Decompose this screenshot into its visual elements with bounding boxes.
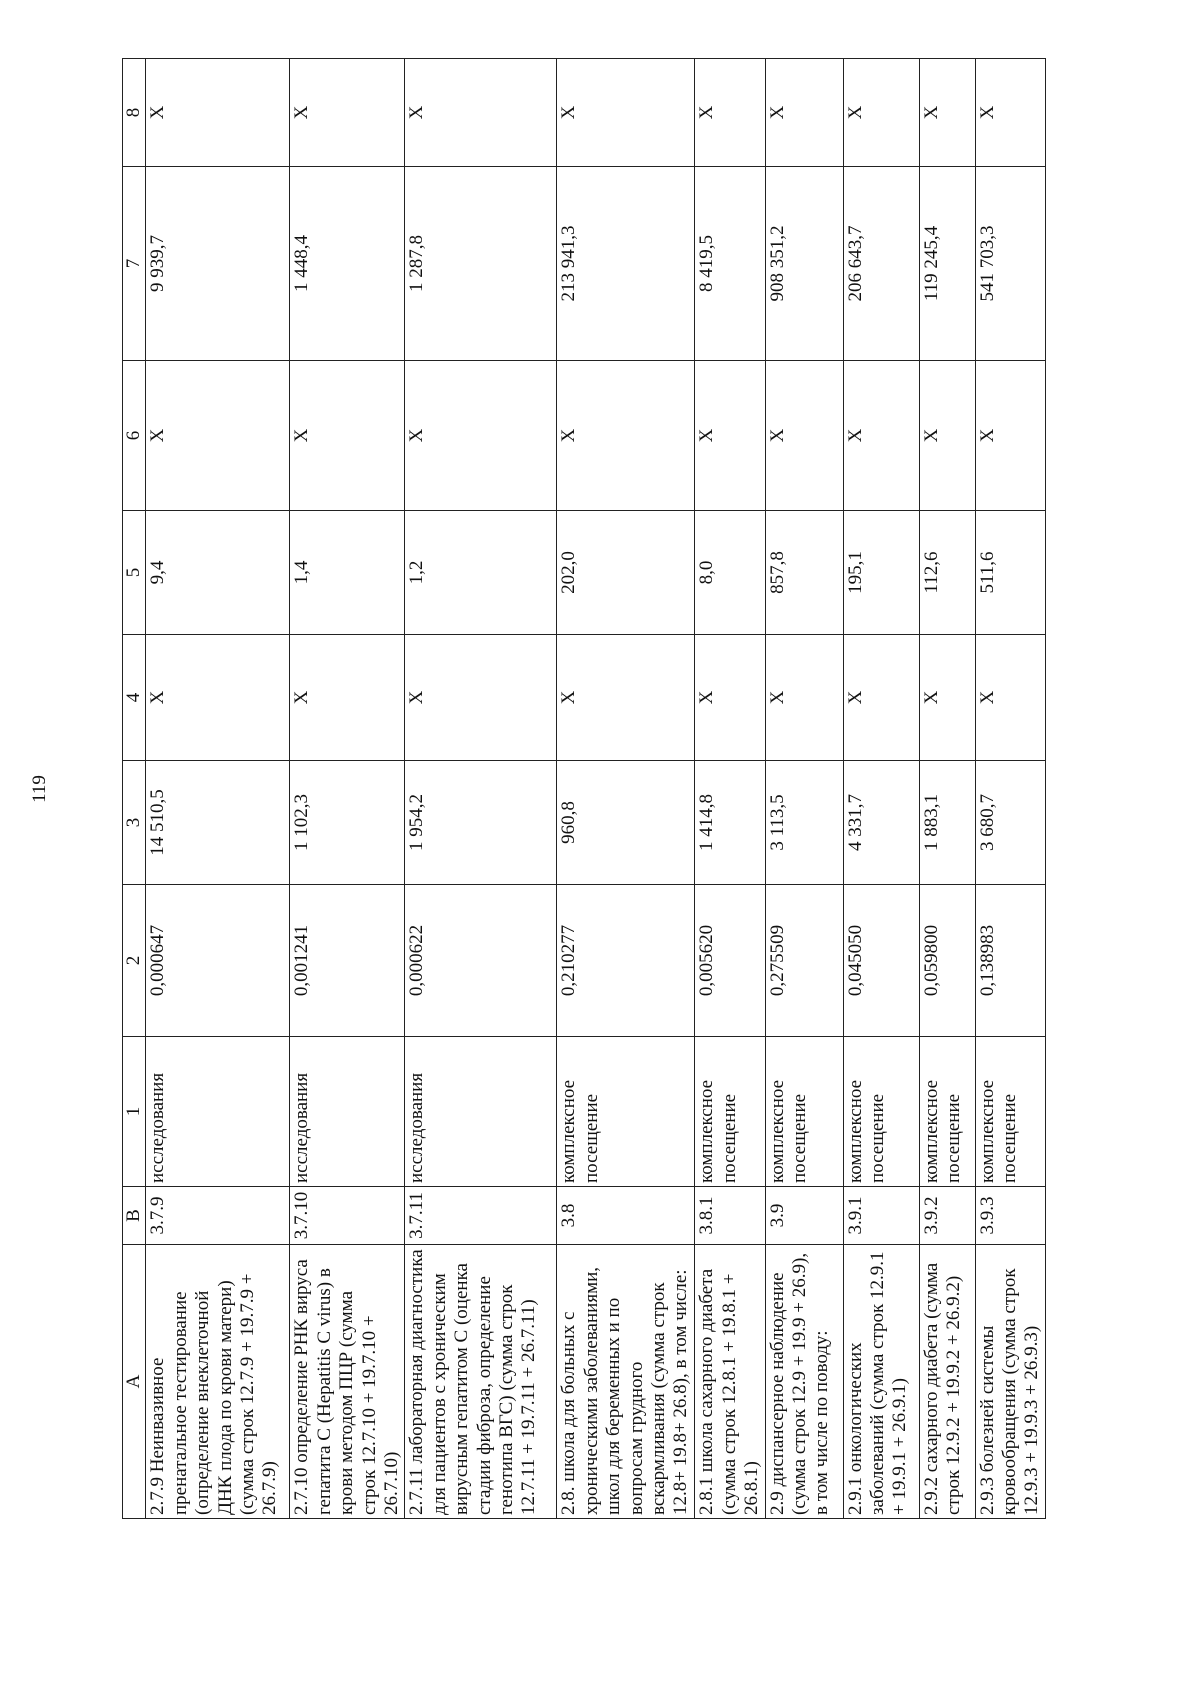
x-mark: X xyxy=(557,635,695,761)
table-row xyxy=(843,59,919,1519)
x-mark: X xyxy=(557,361,695,511)
rotated-table-container xyxy=(122,59,1043,1519)
x-mark: X xyxy=(765,59,843,167)
value-cell: 1 448,4 xyxy=(290,167,405,361)
x-mark: X xyxy=(975,361,1045,511)
value-cell: 14 510,5 xyxy=(146,761,290,885)
x-mark: X xyxy=(146,59,290,167)
x-mark: X xyxy=(405,635,557,761)
value-cell: 0,045050 xyxy=(843,885,919,1037)
x-mark: X xyxy=(405,59,557,167)
x-mark: X xyxy=(695,635,765,761)
table-row xyxy=(290,59,405,1519)
column-header: 7 xyxy=(123,167,146,361)
value-cell: 195,1 xyxy=(843,511,919,635)
value-cell: 0,059800 xyxy=(919,885,975,1037)
column-header: 1 xyxy=(123,1037,146,1187)
x-mark: X xyxy=(975,59,1045,167)
table-row xyxy=(405,59,557,1519)
table-row xyxy=(765,59,843,1519)
value-cell: 960,8 xyxy=(557,761,695,885)
x-mark: X xyxy=(405,361,557,511)
value-cell: 0,000647 xyxy=(146,885,290,1037)
row-code: 3.7.9 xyxy=(146,1187,290,1245)
row-code: 3.8.1 xyxy=(695,1187,765,1245)
unit-cell: комплексное посещение xyxy=(843,1037,919,1187)
value-cell: 0,000622 xyxy=(405,885,557,1037)
value-cell: 1,4 xyxy=(290,511,405,635)
unit-cell: исследования xyxy=(146,1037,290,1187)
value-cell: 908 351,2 xyxy=(765,167,843,361)
column-header: 4 xyxy=(123,635,146,761)
row-label: 2.8.1 школа сахарного диабета (сумма строк 12.8.1 + 19.8.1 + 26.8.1) xyxy=(695,1245,765,1519)
row-code: 3.9.2 xyxy=(919,1187,975,1245)
x-mark: X xyxy=(919,635,975,761)
x-mark: X xyxy=(843,59,919,167)
value-cell: 206 643,7 xyxy=(843,167,919,361)
value-cell: 112,6 xyxy=(919,511,975,635)
x-mark: X xyxy=(290,59,405,167)
unit-cell: комплексное посещение xyxy=(557,1037,695,1187)
value-cell: 202,0 xyxy=(557,511,695,635)
x-mark: X xyxy=(695,361,765,511)
x-mark: X xyxy=(843,635,919,761)
row-label: 2.7.10 определение РНК вируса гепатита С (Hepatitis C virus) в крови методом ПЦР (сумма строк 12.7.10 + 19.7.10 + 26.7.10) xyxy=(290,1245,405,1519)
value-cell: 3 113,5 xyxy=(765,761,843,885)
row-label: 2.9.2 сахарного диабета (сумма строк 12.9.2 + 19.9.2 + 26.9.2) xyxy=(919,1245,975,1519)
row-code: 3.9 xyxy=(765,1187,843,1245)
data-table xyxy=(122,58,1046,1519)
column-header: B xyxy=(123,1187,146,1245)
x-mark: X xyxy=(695,59,765,167)
unit-cell: исследования xyxy=(290,1037,405,1187)
x-mark: X xyxy=(146,635,290,761)
value-cell: 1 954,2 xyxy=(405,761,557,885)
x-mark: X xyxy=(557,59,695,167)
value-cell: 1,2 xyxy=(405,511,557,635)
column-header: 3 xyxy=(123,761,146,885)
row-code: 3.9.3 xyxy=(975,1187,1045,1245)
value-cell: 213 941,3 xyxy=(557,167,695,361)
column-header: 2 xyxy=(123,885,146,1037)
row-code: 3.8 xyxy=(557,1187,695,1245)
value-cell: 0,005620 xyxy=(695,885,765,1037)
value-cell: 541 703,3 xyxy=(975,167,1045,361)
value-cell: 1 287,8 xyxy=(405,167,557,361)
row-label: 2.9.1 онкологических заболеваний (сумма строк 12.9.1 + 19.9.1 + 26.9.1) xyxy=(843,1245,919,1519)
value-cell: 1 102,3 xyxy=(290,761,405,885)
value-cell: 857,8 xyxy=(765,511,843,635)
unit-cell: комплексное посещение xyxy=(919,1037,975,1187)
page-number: 119 xyxy=(29,775,50,803)
value-cell: 0,138983 xyxy=(975,885,1045,1037)
x-mark: X xyxy=(290,635,405,761)
x-mark: X xyxy=(290,361,405,511)
unit-cell: комплексное посещение xyxy=(975,1037,1045,1187)
column-header: 6 xyxy=(123,361,146,511)
column-header: A xyxy=(123,1245,146,1519)
table-row xyxy=(919,59,975,1519)
column-header: 8 xyxy=(123,59,146,167)
value-cell: 8,0 xyxy=(695,511,765,635)
row-code: 3.7.11 xyxy=(405,1187,557,1245)
x-mark: X xyxy=(843,361,919,511)
value-cell: 3 680,7 xyxy=(975,761,1045,885)
row-label: 2.8. школа для больных с хроническими заболеваниями, школ для беременных и по вопросам грудного вскармливания (сумма строк 12.8+ 19.8+ 26.8), в том числе: xyxy=(557,1245,695,1519)
table-row xyxy=(695,59,765,1519)
x-mark: X xyxy=(919,59,975,167)
unit-cell: комплексное посещение xyxy=(765,1037,843,1187)
column-header: 5 xyxy=(123,511,146,635)
value-cell: 9 939,7 xyxy=(146,167,290,361)
header-row xyxy=(123,59,146,1519)
unit-cell: комплексное посещение xyxy=(695,1037,765,1187)
value-cell: 1 414,8 xyxy=(695,761,765,885)
table-row xyxy=(146,59,290,1519)
row-label: 2.7.9 Неинвазивное пренатальное тестирование (определение внеклеточной ДНК плода по крови матери) (сумма строк 12.7.9 + 19.7.9 + 26.7.9) xyxy=(146,1245,290,1519)
table-row xyxy=(557,59,695,1519)
table-body xyxy=(146,59,1045,1519)
value-cell: 0,001241 xyxy=(290,885,405,1037)
row-code: 3.9.1 xyxy=(843,1187,919,1245)
value-cell: 8 419,5 xyxy=(695,167,765,361)
x-mark: X xyxy=(146,361,290,511)
value-cell: 511,6 xyxy=(975,511,1045,635)
x-mark: X xyxy=(765,635,843,761)
table-row xyxy=(975,59,1045,1519)
value-cell: 0,275509 xyxy=(765,885,843,1037)
x-mark: X xyxy=(765,361,843,511)
row-code: 3.7.10 xyxy=(290,1187,405,1245)
value-cell: 0,210277 xyxy=(557,885,695,1037)
value-cell: 4 331,7 xyxy=(843,761,919,885)
value-cell: 1 883,1 xyxy=(919,761,975,885)
row-label: 2.7.11 лабораторная диагностика для пациентов с хроническим вирусным гепатитом С (оценка стадии фиброза, определение генотипа ВГС) (сумма строк 12.7.11 + 19.7.11 + 26.7.11) xyxy=(405,1245,557,1519)
value-cell: 119 245,4 xyxy=(919,167,975,361)
row-label: 2.9.3 болезней системы кровообращения (сумма строк 12.9.3 + 19.9.3 + 26.9.3) xyxy=(975,1245,1045,1519)
x-mark: X xyxy=(919,361,975,511)
unit-cell: исследования xyxy=(405,1037,557,1187)
x-mark: X xyxy=(975,635,1045,761)
row-label: 2.9 диспансерное наблюдение (сумма строк 12.9 + 19.9 + 26.9), в том числе по поводу: xyxy=(765,1245,843,1519)
value-cell: 9,4 xyxy=(146,511,290,635)
